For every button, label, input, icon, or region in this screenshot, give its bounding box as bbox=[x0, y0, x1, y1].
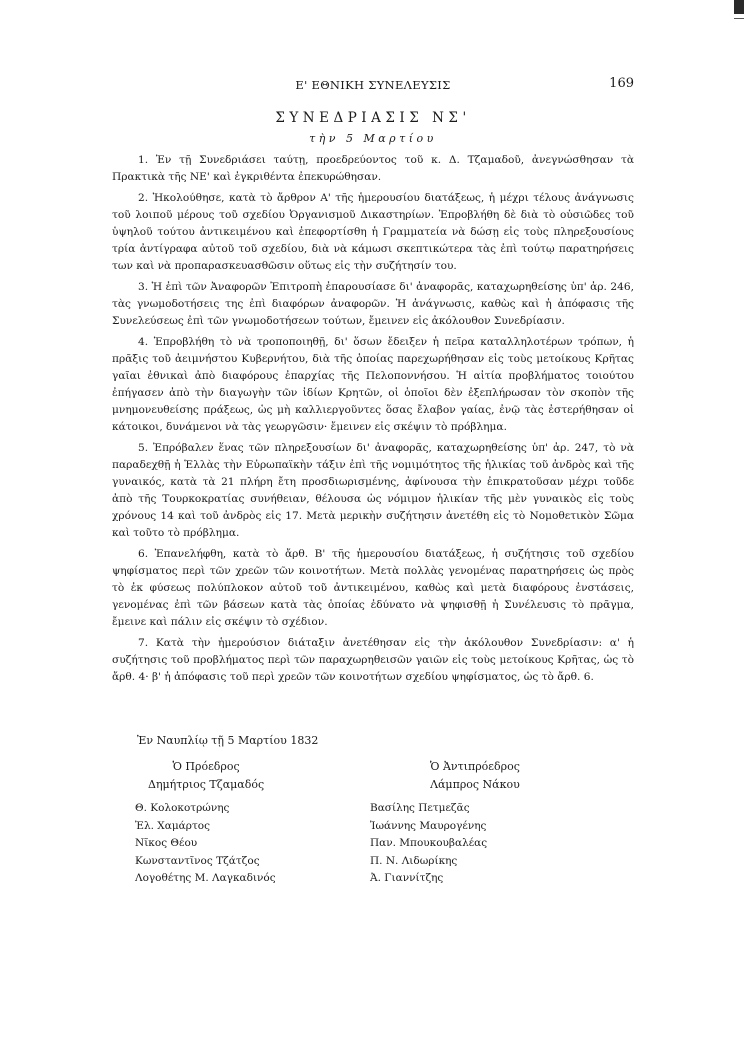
paragraph-3: 3. Ἡ ἐπὶ τῶν Ἀναφορῶν Ἐπιτροπὴ ἐπαρουσίασε δι' ἀναφορᾶς, καταχωρηθείσης ὑπ' ἀρ. 246, τὰς γνωμοδοτήσεις της ἐπὶ διαφόρων ἀναφορῶν. Ἡ ἀνάγνωσις, καθὼς καὶ ἡ ἀπόφασις τῆς Συνελεύσεως ἐπὶ τῶν γνωμοδοτήσεων τούτων, ἔμεινεν εἰς ἀκόλουθον Συνεδρίασιν. bbox=[112, 281, 634, 327]
members-left-column bbox=[135, 800, 276, 888]
president-name: Δημήτριος Τζαμαδός bbox=[148, 778, 265, 791]
vice-president-title: Ὁ Ἀντιπρόεδρος bbox=[430, 760, 520, 773]
scan-edge-mark bbox=[734, 0, 744, 14]
minutes-body bbox=[112, 152, 634, 690]
session-date: τὴν 5 Μαρτίου bbox=[309, 132, 437, 145]
paragraph-5: 5. Ἐπρόβαλεν ἕνας τῶν πληρεξουσίων δι' ἀναφορᾶς, καταχωρηθείσης ὑπ' ἀρ. 247, τὸ νὰ παραδεχθῇ ἡ Ἑλλὰς τὴν Εὐρωπαϊκὴν τάξιν ἐπὶ τῆς νομιμότητος τῆς ἡλικίας τοῦ ἀνδρὸς καὶ τῆς γυναικός, κατὰ τὰ 21 πλήρη ἔτη προσδιωρισμένης, ἀφίνουσα τὴν ἐπικρατοῦσαν μέχρι τοῦδε ἀπὸ τῆς Τουρκοκρατίας συνήθειαν, θέλουσα ὡς νόμιμον ἡλικίαν τῆς μὲν γυναικὸς εἰς τοὺς χρόνους 14 καὶ τοῦ ἀνδρὸς εἰς 17. Μετὰ μερικὴν συζήτησιν ἀνετέθη εἰς τὸ Νομοθετικὸν Σῶμα καὶ τοῦτο τὸ πρόβλημα. bbox=[112, 442, 634, 539]
member-name: Λογοθέτης Μ. Λαγκαδινός bbox=[135, 872, 276, 885]
president-title: Ὁ Πρόεδρος bbox=[172, 760, 240, 773]
scan-edge-line bbox=[734, 18, 744, 19]
member-name: Νῖκος Θέου bbox=[135, 837, 198, 850]
member-name: Ἀ. Γιαννίτζης bbox=[370, 872, 444, 885]
paragraph-7: 7. Κατὰ τὴν ἡμερούσιον διάταξιν ἀνετέθησαν εἰς τὴν ἀκόλουθον Συνεδρίασιν: α' ἡ συζήτησις τοῦ προβλήματος περὶ τῶν παραχωρηθεισῶν γαιῶν εἰς τοὺς μετοίκους Κρῆτας, ὡς τὸ ἄρθ. 4· β' ἡ ἀπόφασις τοῦ περὶ χρεῶν τῶν κοινοτήτων σχεδίου ψηφίσματος, ὡς τὸ ἄρθ. 6. bbox=[112, 637, 634, 683]
paragraph-1: 1. Ἐν τῇ Συνεδριάσει ταύτῃ, προεδρεύοντος τοῦ κ. Δ. Τζαμαδοῦ, ἀνεγνώσθησαν τὰ Πρακτικὰ τῆς ΝΕ' καὶ ἐγκριθέντα ἐπεκυρώθησαν. bbox=[112, 154, 634, 183]
member-name: Ἰωάννης Μαυρογένης bbox=[370, 819, 487, 832]
session-title: ΣΥΝΕΔΡΙΑΣΙΣ ΝΣ' bbox=[275, 110, 471, 126]
paragraph-4: 4. Ἐπροβλήθη τὸ νὰ τροποποιηθῇ, δι' ὅσων ἔδειξεν ἡ πεῖρα καταλληλοτέρων τρόπων, ἡ πρᾶξις τοῦ ἀειμνήστου Κυβερνήτου, διὰ τῆς ὁποίας παρεχωρήθησαν εἰς τοὺς μετοίκους Κρῆτας γαῖαι ἐθνικαὶ ἀπὸ διαφόρους ἐπαρχίας τῆς Πελοποννήσου. Ἡ αἰτία προβλήματος τοιούτου ἐπήγασεν ἀπὸ τὴν διαγωγὴν τῶν ἰδίων Κρητῶν, οἱ ὁποῖοι δὲν ἐξεπλήρωσαν τὸν σκοπὸν τῆς μνημονευθείσης πράξεως, ὡς μὴ καλλιεργοῦντες ὅσας ἔλαβον γαίας, ἐνῷ τὰς ἐστερήθησαν οἱ κάτοικοι, δυνάμενοι νὰ τὰς γεωργῶσιν· ἔμεινεν εἰς σκέψιν τὸ πρόβλημα. bbox=[112, 336, 634, 433]
president-signature bbox=[148, 758, 264, 794]
member-name: Ἐλ. Χαμάρτος bbox=[135, 819, 210, 832]
paragraph-2: 2. Ἠκολούθησε, κατὰ τὸ ἄρθρον Α' τῆς ἡμερουσίου διατάξεως, ἡ μέχρι τέλους ἀνάγνωσις τοῦ λοιποῦ μέρους τοῦ σχεδίου Ὀργανισμοῦ Δικαστηρίων. Ἐπροβλήθη δὲ διὰ τὸ οὐσιῶδες τοῦ ὑψηλοῦ τούτου ἀντικειμένου καὶ ἐπεφορτίσθη ἡ Γραμματεία νὰ δώσῃ εἰς τοὺς πληρεξουσίους τρία ἀντίγραφα αὐτοῦ τοῦ σχεδίου, διὰ νὰ κάμωσι σκεπτικώτερα τὰς ἐπὶ τούτῳ παρατηρήσεις των καὶ νὰ προπαρασκευασθῶσιν οὕτως εἰς τὴν συζήτησίν του. bbox=[112, 192, 634, 272]
member-name: Παν. Μπουκουβαλέας bbox=[370, 837, 488, 850]
page-number: 169 bbox=[609, 76, 634, 91]
vice-president-name: Λάμπρος Νάκου bbox=[430, 778, 520, 791]
vice-president-signature bbox=[430, 758, 520, 794]
running-head: Ε' ΕΘΝΙΚΗ ΣΥΝΕΛΕΥΣΙΣ bbox=[295, 78, 451, 92]
member-name: Π. Ν. Λιδωρίκης bbox=[370, 854, 458, 867]
place-date: Ἐν Ναυπλίῳ τῇ 5 Μαρτίου 1832 bbox=[137, 734, 319, 747]
member-name: Θ. Κολοκοτρώνης bbox=[135, 802, 230, 814]
member-name: Κωνσταντῖνος Τζάτζος bbox=[135, 854, 260, 867]
members-right-column bbox=[370, 800, 487, 888]
member-name: Βασίλης Πετμεζᾶς bbox=[370, 802, 470, 814]
paragraph-6: 6. Ἐπανελήφθη, κατὰ τὸ ἄρθ. Β' τῆς ἡμερουσίου διατάξεως, ἡ συζήτησις τοῦ σχεδίου ψηφίσματος περὶ τῶν χρεῶν τῶν κοινοτήτων. Μετὰ πολλὰς γενομένας παρατηρήσεις ὡς πρὸς τὸ ἐκ φύσεως πολύπλοκον αὐτοῦ τοῦ ἀντικειμένου, καθὼς καὶ μετὰ διαφόρους ἐνστάσεις, γενομένας ἐπὶ τῶν βάσεων κατὰ τὰς ὁποίας ἐδύνατο νὰ ψηφισθῇ ἡ Συνέλευσις τὸ πρᾶγμα, ἔμεινε καὶ πάλιν εἰς σκέψιν τὸ σχέδιον. bbox=[112, 548, 634, 628]
